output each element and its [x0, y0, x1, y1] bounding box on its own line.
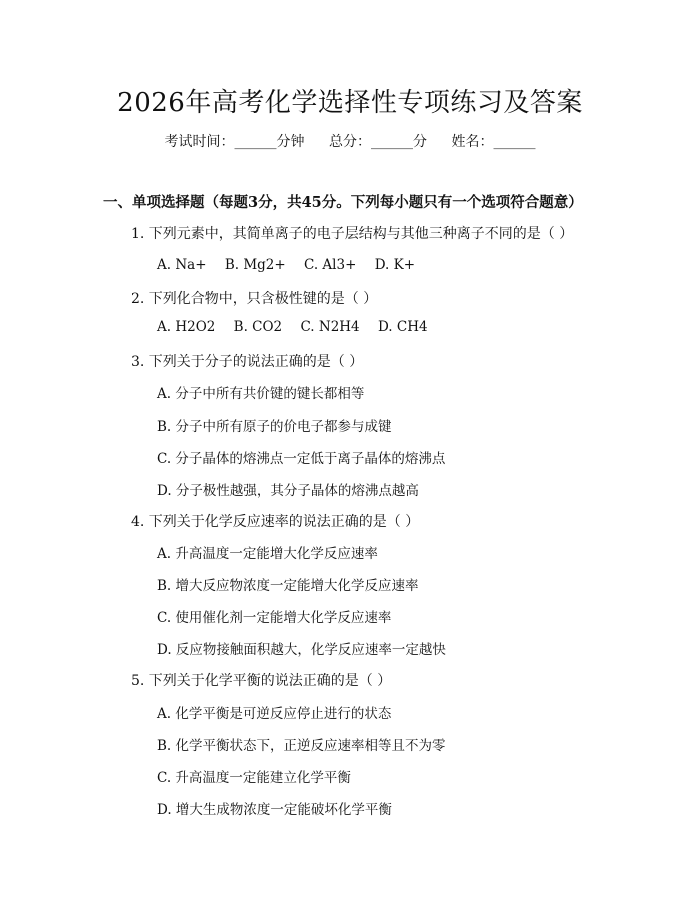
exam-time-field: 考试时间：______分钟: [164, 134, 305, 150]
question-3-option-c: C. 分子晶体的熔沸点一定低于离子晶体的熔沸点: [157, 451, 446, 467]
question-3-option-d: D. 分子极性越强，其分子晶体的熔沸点越高: [157, 483, 419, 499]
question-1-option-b: B. Mg2+: [224, 257, 286, 273]
question-2-options: [157, 319, 442, 335]
question-2-option-a: A. H2O2: [157, 319, 216, 335]
question-5-option-a: A. 化学平衡是可逆反应停止进行的状态: [157, 706, 392, 722]
question-1-option-d: D. K+: [374, 257, 416, 273]
question-4-option-d: D. 反应物接触面积越大，化学反应速率一定越快: [157, 642, 446, 658]
question-3-stem: 3. 下列关于分子的说法正确的是（ ）: [131, 354, 364, 370]
question-1-options: [157, 257, 429, 273]
student-name-field: 姓名：______: [451, 134, 536, 150]
question-2-option-c: C. N2H4: [300, 319, 360, 335]
question-5-option-d: D. 增大生成物浓度一定能破坏化学平衡: [157, 802, 392, 818]
question-4-option-b: B. 增大反应物浓度一定能增大化学反应速率: [157, 578, 419, 594]
question-1-option-c: C. Al3+: [303, 257, 357, 273]
document-title: 2026年高考化学选择性专项练习及答案: [117, 88, 583, 118]
question-3-option-a: A. 分子中所有共价键的键长都相等: [157, 386, 365, 402]
question-1-stem: 1. 下列元素中，其简单离子的电子层结构与其他三种离子不同的是（ ）: [131, 226, 574, 242]
question-5-option-b: B. 化学平衡状态下，正逆反应速率相等且不为零: [157, 738, 446, 754]
section-heading: 一、单项选择题（每题3分，共45分。下列每小题只有一个选项符合题意）: [103, 194, 583, 211]
question-4-option-a: A. 升高温度一定能增大化学反应速率: [157, 546, 378, 562]
question-5-stem: 5. 下列关于化学平衡的说法正确的是（ ）: [131, 673, 392, 689]
question-3-option-b: B. 分子中所有原子的价电子都参与成键: [157, 419, 392, 435]
exam-info-line: [0, 131, 700, 151]
total-score-field: 总分：______分: [329, 134, 427, 150]
question-2-option-b: B. CO2: [233, 319, 283, 335]
question-4-stem: 4. 下列关于化学反应速率的说法正确的是（ ）: [131, 514, 420, 530]
question-2-stem: 2. 下列化合物中，只含极性键的是（ ）: [131, 291, 378, 307]
question-4-option-c: C. 使用催化剂一定能增大化学反应速率: [157, 610, 392, 626]
question-5-option-c: C. 升高温度一定能建立化学平衡: [157, 770, 351, 786]
question-2-option-d: D. CH4: [377, 319, 428, 335]
question-1-option-a: A. Na+: [157, 257, 207, 273]
